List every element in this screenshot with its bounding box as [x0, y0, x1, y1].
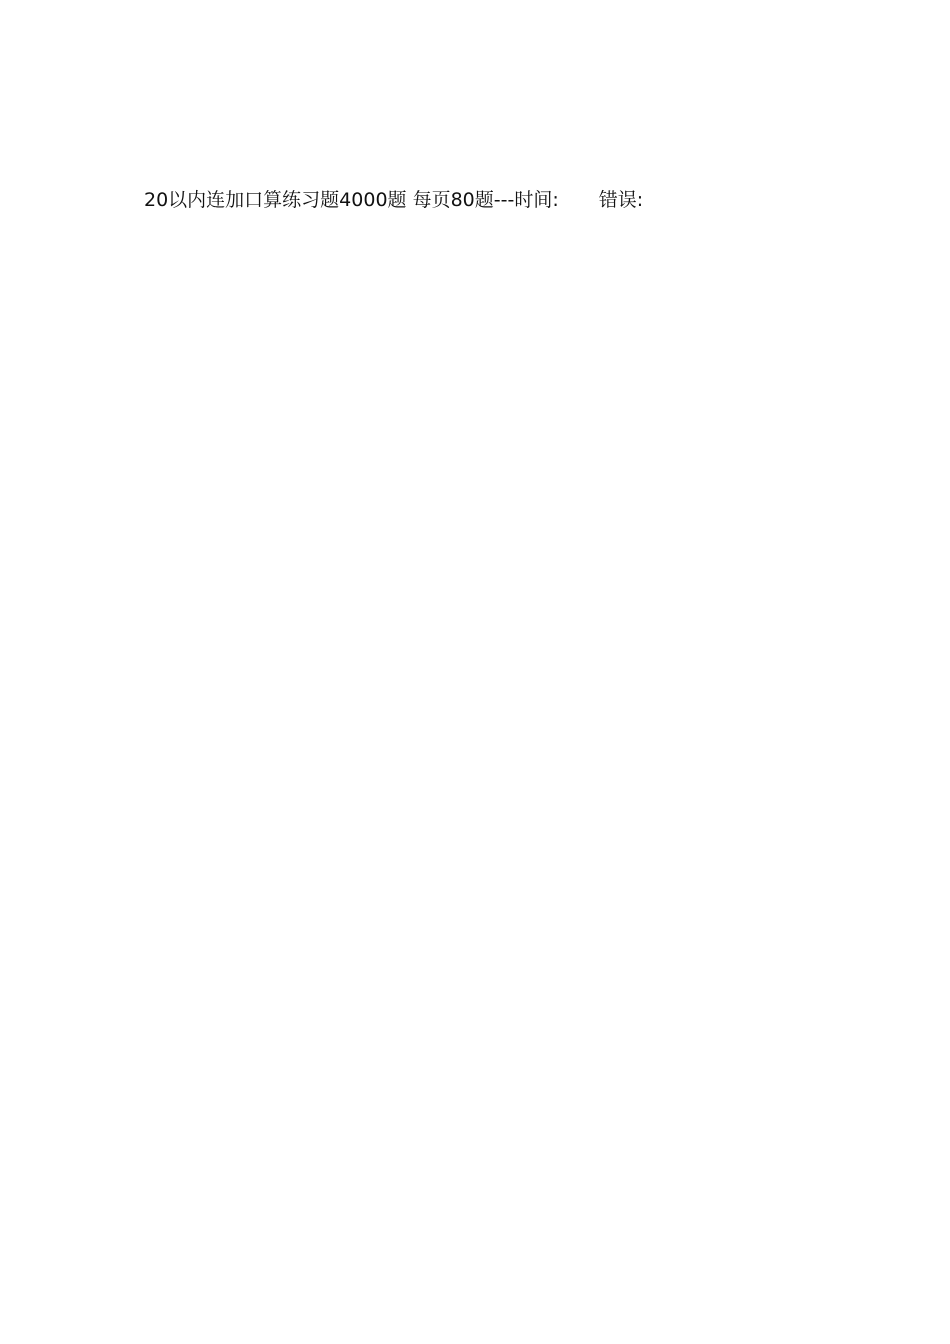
- worksheet-title: 20以内连加口算练习题4000题 每页80题---时间:: [144, 189, 559, 211]
- errors-label: 错误:: [598, 189, 644, 211]
- worksheet-header: [144, 186, 643, 214]
